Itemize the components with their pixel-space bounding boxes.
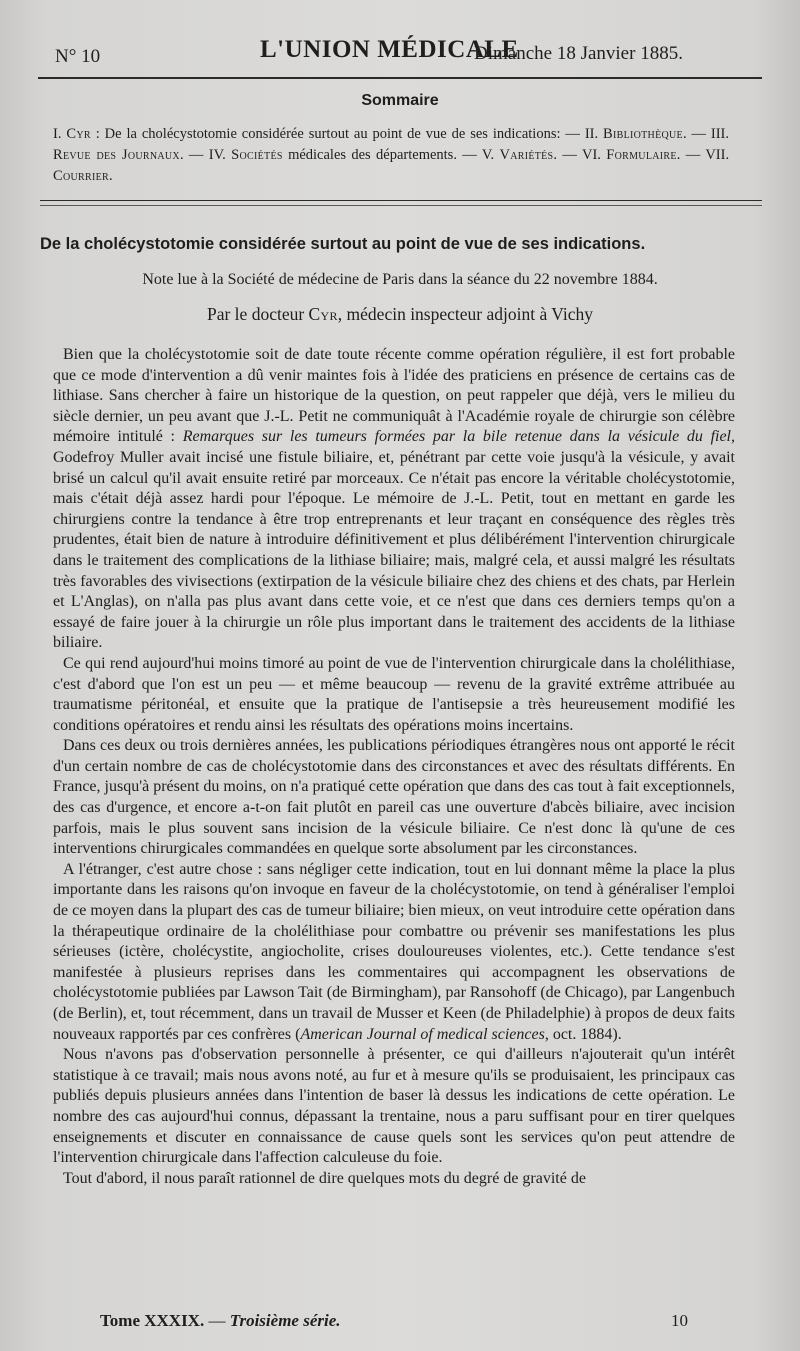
issue-number: N° 10: [55, 46, 101, 67]
page-header: [55, 34, 755, 72]
journal-title: L'UNION MÉDICALE: [260, 36, 519, 63]
article-body: [53, 345, 735, 1189]
volume-label: Tome XXXIX. — Troisième série.: [100, 1311, 341, 1330]
article-title: De la cholécystotomie considérée surtout au point de vue de ses indications.: [40, 235, 646, 253]
article-paragraph: Ce qui rend aujourd'hui moins timoré au point de vue de l'intervention chirurgicale dans la cholélithiase, c'est d'abord que l'on est un peu — et même beaucoup — revenu de la gravité extrême attribuée au traumatisme péritonéal, et ensuite que la pratique de l'antisepsie a très heureusement modifié les conditions opératoires et rendu ainsi les résultats des opérations moins incertains.: [53, 654, 735, 734]
sommaire-item: IV. Sociétés médicales des départements. —: [208, 147, 477, 163]
article-paragraph: A l'étranger, c'est autre chose : sans négliger cette indication, tout en lui donnant même la place la plus importante dans les raisons qu'on invoque en faveur de la cholécystotomie, on tend à généraliser l'emploi de ce moyen dans la plupart des cas de tumeur biliaire; bien mieux, on veut introduire cette opération dans la thérapeutique ordinaire de la cholélithiase pour combattre ou prévenir ses manifestations les plus sérieuses (ictère, cholécystite, angiocholite, crises douloureuses violentes, etc.). Cette tendance s'est manifestée à plusieurs reprises dans les commentaires qui accompagnent les observations de cholécystotomie publiées par Lawson Tait (de Birmingham), par Ransohoff (de Chicago), par Langenbuch (de Berlin), et, tout récemment, dans un travail de Musser et Keen (de Philadelphie) à propos de deux faits nouveaux rapportés par ces confrères (American Journal of medical sciences, oct. 1884).: [53, 860, 735, 1043]
page-footer: [100, 1311, 700, 1335]
sommaire-item: III. Revue des Journaux. —: [53, 126, 729, 163]
section-rule-thin: [40, 205, 762, 206]
article-paragraph: Nous n'avons pas d'observation personnelle à présenter, ce qui d'ailleurs n'ajouterait qu'un intérêt statistique à ce travail; mais nous avons noté, au fur et à mesure qu'ils se produisaient, les principaux cas publiés depuis plusieurs années dans l'intention de baser là dessus les indications de cette opération. Le nombre des cas aujourd'hui connus, dépassant la trentaine, nous a paru suffisant pour en tirer quelques enseignements et discuter en connaissance de cause quels sont les services qu'on peut attendre de l'intervention chirurgicale dans l'affection calculeuse du foie.: [53, 1046, 735, 1167]
section-rule: [40, 200, 762, 201]
article-author: Par le docteur Cyr, médecin inspecteur adjoint à Vichy: [206, 304, 594, 324]
article-note: Note lue à la Société de médecine de Paris dans la séance du 22 novembre 1884.: [142, 271, 658, 288]
author-name: Cyr: [308, 304, 338, 324]
sommaire-contents: [53, 124, 729, 187]
sommaire-item: VII. Courrier.: [53, 147, 730, 184]
page-number: 10: [671, 1311, 688, 1330]
sommaire-item: V. Variétés. —: [481, 147, 577, 163]
header-rule: [38, 77, 762, 79]
sommaire-item: I. Cyr : De la cholécystotomie considérée surtout au point de vue de ses indications: —: [53, 126, 580, 142]
sommaire-title: Sommaire: [361, 92, 439, 109]
sommaire-item: VI. Formulaire. —: [581, 147, 701, 163]
issue-date: Dimanche 18 Janvier 1885.: [474, 43, 683, 64]
sommaire-item: II. Bibliothèque. —: [584, 126, 706, 142]
article-paragraph: Bien que la cholécystotomie soit de date toute récente comme opération régulière, il est fort probable que ce mode d'intervention a dû venir maintes fois à l'idée des praticiens en présence de certains cas de lithiase. Sans chercher à faire un historique de la question, on peut rappeler que déjà, vers le milieu du siècle dernier, un peu avant que J.-L. Petit ne communiquât à l'Académie royale de chirurgie son célèbre mémoire intitulé : Remarques sur les tumeurs formées par la bile retenue dans la vésicule du fiel, Godefroy Muller avait incisé une fistule biliaire, et, pénétrant par cette voie jusqu'à la vésicule, y avait brisé un calcul qu'il avait ensuite retiré par morceaux. Ce n'était pas encore la véritable cholécystotomie, mais c'était déjà assez hardi pour l'époque. Le mémoire de J.-L. Petit, tout en mettant en garde les chirurgiens contre la tendance à être trop entreprenants et leur traçant en conséquence des règles très prudentes, était bien de nature à introduire définitivement et plus délibérément l'intervention chirurgicale dans le traitement des complications de la lithiase biliaire; mais, malgré cela, et aussi malgré les résultats très favorables des vivisections (extirpation de la vésicule biliaire chez des chiens et des chats, par Herlein et L'Anglas), on n'alla pas plus avant dans cette voie, et ce n'est que dans ces derniers temps qu'on a essayé de faire jouer à la chirurgie un rôle plus important dans le traitement des accidents de la lithiase biliaire.: [53, 346, 736, 652]
article-paragraph: Dans ces deux ou trois dernières années, les publications périodiques étrangères nous ont apporté le récit d'un certain nombre de cas de cholécystotomie dans des circonstances et avec des résultats différents. En France, jusqu'à présent du moins, on n'a pratiqué cette opération que dans des cas tout à fait exceptionnels, des cas d'urgence, et encore a-t-on fait plutôt en pareil cas une ouverture d'abcès biliaire, avec incision parfois, mais le plus souvent sans incision de la vésicule biliaire. Ce n'est donc là qu'une de ces interventions chirurgicales commandées en quelque sorte absolument par les circonstances.: [53, 737, 735, 858]
article-paragraph: Tout d'abord, il nous paraît rationnel de dire quelques mots du degré de gravité de: [63, 1169, 586, 1187]
